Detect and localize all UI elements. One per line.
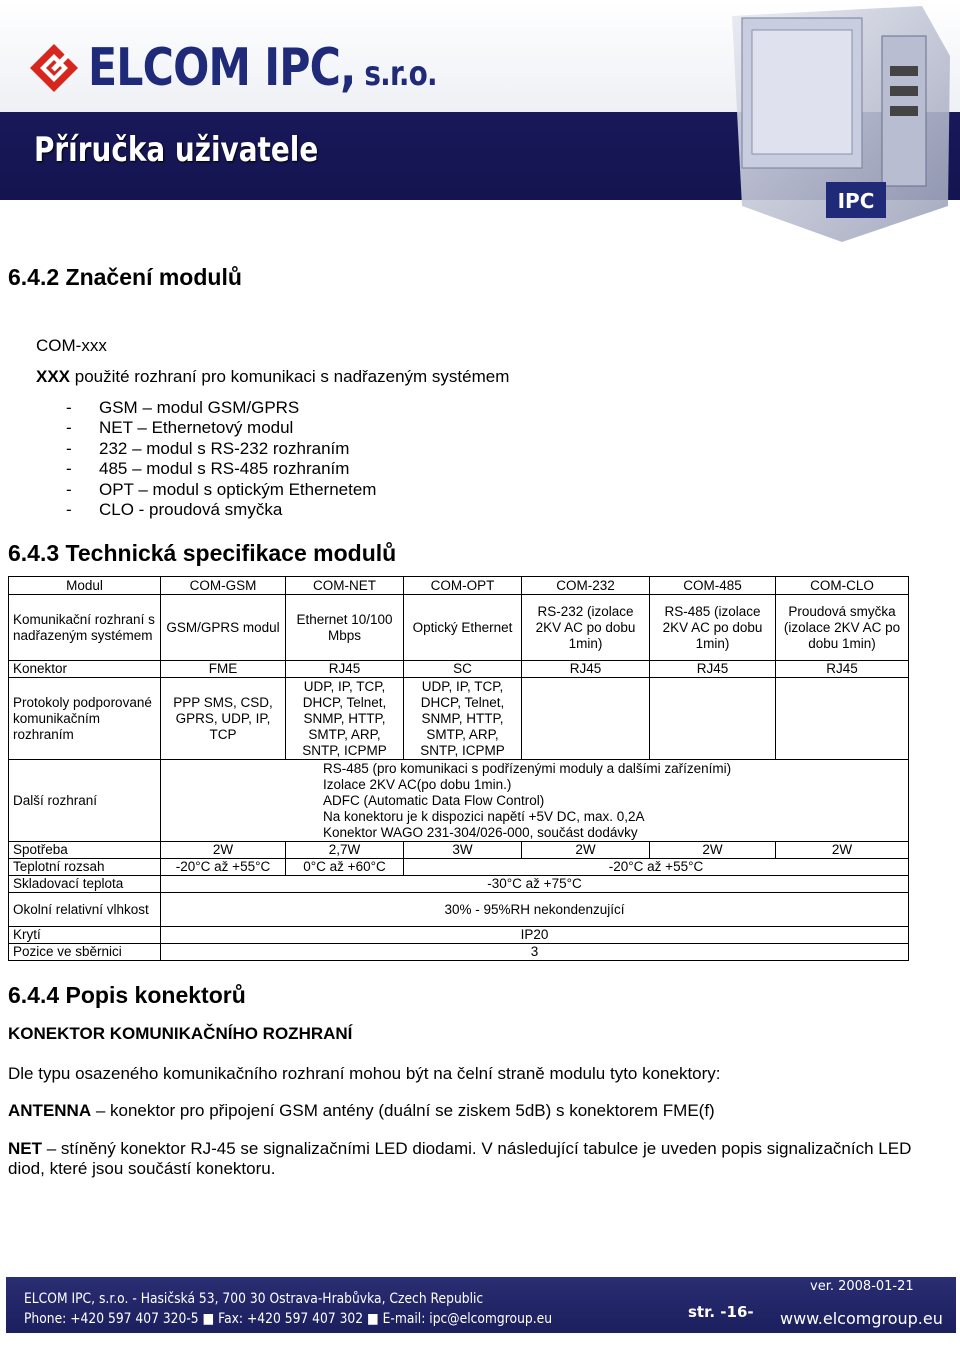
row-label: Spotřeba [9,842,161,859]
module-code: COM-xxx [36,336,107,355]
row-label: Další rozhraní [9,760,161,842]
elcom-logo-icon [28,42,80,94]
other-interfaces-cell [161,760,909,842]
row-label: Konektor [9,661,161,678]
table-cell: RJ45 [776,661,909,678]
table-header-cell: COM-GSM [161,577,286,595]
table-cell: 3 [161,944,909,961]
connector-intro: Dle typu osazeného komunikačního rozhraní mohou být na čelní straně modulu tyto konektory: [8,1064,721,1083]
page-header [0,0,960,248]
net-description: NET – stíněný konektor RJ-45 se signalizačními LED diodami. V následující tabulce je uveden popis signalizačních LED diod, které jsou součástí konektoru. [8,1139,912,1178]
table-row [9,760,909,842]
industrial-pc-image [722,6,954,242]
table-row [9,944,909,961]
row-label: Krytí [9,927,161,944]
brand-name: ELCOM IPC, s.r.o. [88,38,437,98]
section-644-heading: 6.4.4 Popis konektorů [8,982,246,1008]
row-label: Teplotní rozsah [9,859,161,876]
table-cell: FME [161,661,286,678]
table-header-cell: COM-232 [522,577,650,595]
table-cell-line: ADFC (Automatic Data Flow Control) [323,792,545,808]
table-header-cell: COM-485 [650,577,776,595]
manual-title: Příručka uživatele [34,130,319,170]
module-type-list [66,398,376,520]
table-header-cell: COM-OPT [404,577,522,595]
table-cell [522,678,650,760]
table-cell: GSM/GPRS modul [161,595,286,661]
table-cell: Ethernet 10/100 Mbps [286,595,404,661]
page-number: str. -16- [688,1303,754,1321]
table-header-row [9,577,909,595]
list-item: - GSM – modul GSM/GPRS [66,398,300,417]
ipc-badge: IPC [837,189,875,213]
table-cell: 2,7W [286,842,404,859]
table-header-cell: COM-CLO [776,577,909,595]
table-cell: IP20 [161,927,909,944]
row-label: Pozice ve sběrnici [9,944,161,961]
list-item: - NET – Ethernetový modul [66,418,294,438]
connector-subheading: KONEKTOR KOMUNIKAČNÍHO ROZHRANÍ [8,1024,353,1043]
table-cell: RJ45 [650,661,776,678]
table-row [9,595,909,661]
table-cell-line: Izolace 2KV AC(po dobu 1min.) [323,776,512,792]
row-label: Skladovací teplota [9,876,161,893]
row-label: Okolní relativní vlhkost [9,893,161,927]
table-cell: RS-485 (izolace 2KV AC po dobu 1min) [650,595,776,661]
table-cell: 30% - 95%RH nekondenzující [161,893,909,927]
table-cell: Proudová smyčka (izolace 2KV AC po dobu 1min) [776,595,909,661]
table-cell: 2W [776,842,909,859]
company-address: ELCOM IPC, s.r.o. - Hasičská 53, 700 30 Ostrava-Hrabůvka, Czech Republic [24,1291,484,1307]
table-row [9,842,909,859]
table-cell: RJ45 [286,661,404,678]
row-label: Protokoly podporované komunikačním rozhraním [9,678,161,760]
page-footer [6,1277,956,1333]
table-cell: -20°C až +55°C [161,859,286,876]
list-item: - OPT – modul s optickým Ethernetem [66,479,377,499]
antenna-description: ANTENNA – konektor pro připojení GSM antény (duální se ziskem 5dB) s konektorem FME(f) [8,1101,715,1120]
table-row [9,661,909,678]
table-cell [650,678,776,760]
module-spec-table [8,576,909,961]
table-cell-line: Konektor WAGO 231-304/026-000, součást dodávky [323,824,638,840]
table-cell: -30°C až +75°C [161,876,909,893]
table-cell: 2W [650,842,776,859]
table-cell-line: RS-485 (pro komunikaci s podřízenými moduly a dalšími zařízeními) [323,760,732,776]
table-cell-line: Na konektoru je k dispozici napětí +5V DC, max. 0,2A [323,808,645,824]
table-cell: Optický Ethernet [404,595,522,661]
table-cell: 2W [522,842,650,859]
table-row [9,876,909,893]
section-643-heading: 6.4.3 Technická specifikace modulů [8,540,397,566]
table-row [9,859,909,876]
list-item: - 485 – modul s RS-485 rozhraním [66,459,350,479]
table-cell: 0°C až +60°C [286,859,404,876]
table-row [9,893,909,927]
table-cell: UDP, IP, TCP, DHCP, Telnet, SNMP, HTTP, SMTP, ARP, SNTP, ICPMP [286,678,404,760]
table-cell: -20°C až +55°C [404,859,909,876]
table-cell: RS-232 (izolace 2KV AC po dobu 1min) [522,595,650,661]
table-row [9,927,909,944]
table-cell: 3W [404,842,522,859]
row-label: Komunikační rozhraní s nadřazeným systémem [9,595,161,661]
website-link[interactable]: www.elcomgroup.eu [780,1309,943,1328]
table-header-cell: Modul [9,577,161,595]
module-code-explanation: XXX použité rozhraní pro komunikaci s nadřazeným systémem [36,367,510,386]
section-642-heading: 6.4.2 Značení modulů [8,264,242,290]
table-header-cell: COM-NET [286,577,404,595]
table-cell: PPP SMS, CSD, GPRS, UDP, IP, TCP [161,678,286,760]
table-row [9,678,909,760]
list-item: - 232 – modul s RS-232 rozhraním [66,438,350,458]
document-version: ver. 2008-01-21 [810,1279,914,1294]
table-cell: 2W [161,842,286,859]
table-cell: SC [404,661,522,678]
company-contacts: Phone: +420 597 407 320-5 ■ Fax: +420 597 407 302 ■ E-mail: ipc@elcomgroup.eu [24,1311,553,1327]
table-cell [776,678,909,760]
table-cell: RJ45 [522,661,650,678]
table-cell: UDP, IP, TCP, DHCP, Telnet, SNMP, HTTP, SMTP, ARP, SNTP, ICPMP [404,678,522,760]
list-item: - CLO - proudová smyčka [66,500,283,520]
